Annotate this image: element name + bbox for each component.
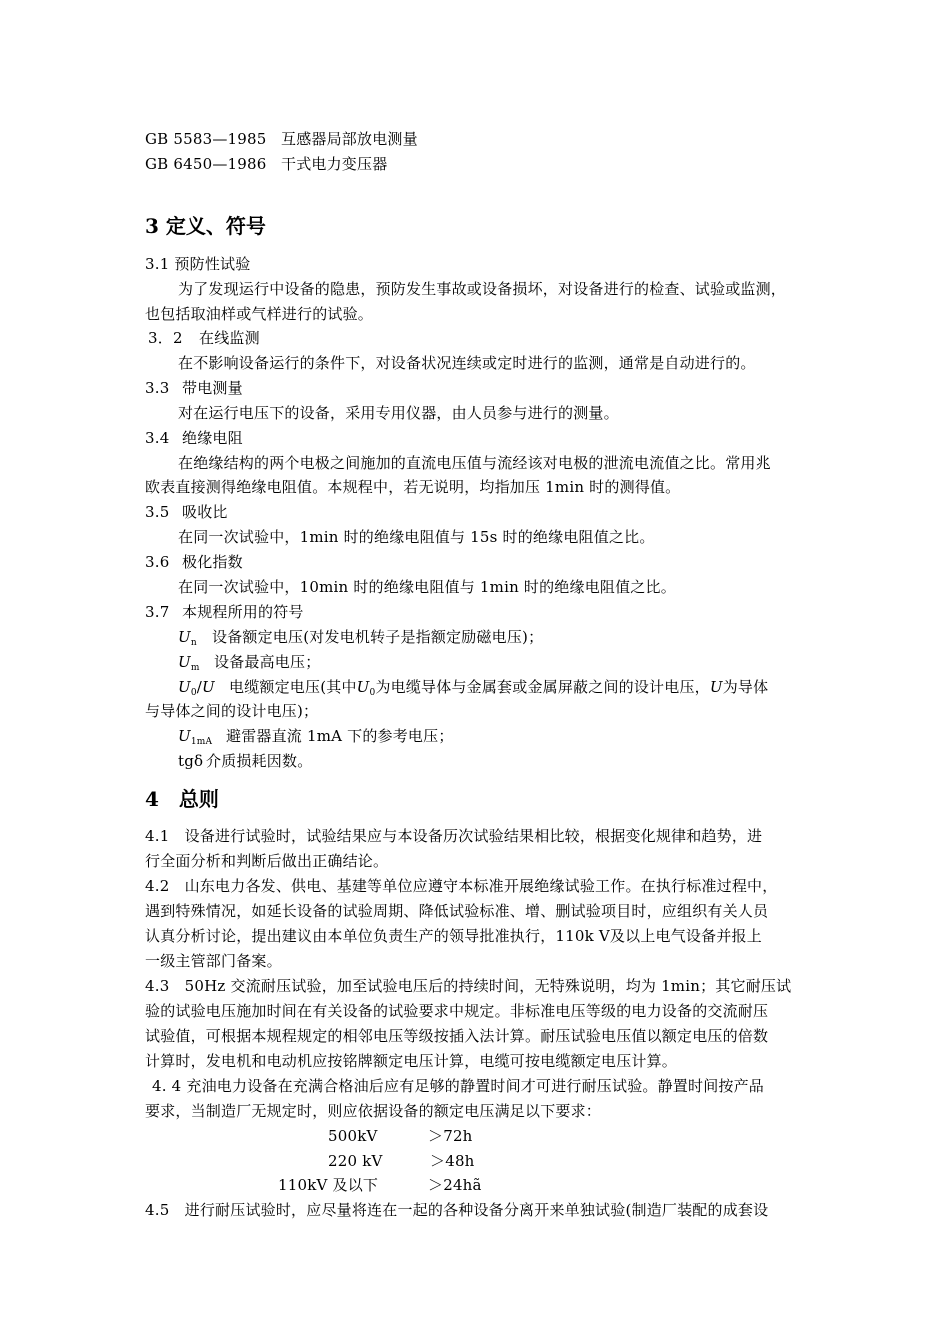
definition-title <box>145 602 304 622</box>
reference-title: 干式电力变压器 <box>281 155 388 173</box>
definition-title <box>145 552 243 572</box>
definition-name: 极化指数 <box>182 553 243 571</box>
symbol-row <box>178 751 312 771</box>
symbol-description: 设备额定电压(对发电机转子是指额定励磁电压)； <box>212 628 544 646</box>
requirement-voltage: 110kV 及以下 <box>278 1176 379 1194</box>
definition-text: 对在运行电压下的设备，采用专用仪器，由人员参与进行的测量。 <box>178 404 619 422</box>
reference-title: 互感器局部放电测量 <box>281 130 418 148</box>
definition-text: 在同一次试验中，10min 时的绝缘电阻值与 1min 时的绝缘电阻值之比。 <box>178 578 676 596</box>
requirement-voltage: 220 kV <box>328 1152 383 1170</box>
definition-name: 吸收比 <box>182 503 228 521</box>
definition-name: 本规程所用的符号 <box>182 603 304 621</box>
definition-title <box>145 502 228 522</box>
definition-text: 也包括取油样或气样进行的试验。 <box>145 305 374 323</box>
definition-name: 在线监测 <box>199 329 260 347</box>
paragraph-line: 认真分析讨论，提出建议由本单位负责生产的领导批准执行，110k Ⅴ及以上电气设备并报上 <box>145 927 762 945</box>
symbol: tgδ <box>178 752 204 770</box>
definition-number: 3.3 <box>145 379 170 397</box>
definition-title: 3.1 预防性试验 <box>145 255 251 273</box>
definition-title <box>148 328 260 348</box>
paragraph-line: 计算时，发电机和电动机应按铭牌额定电压计算，电缆可按电缆额定电压计算。 <box>145 1052 678 1070</box>
paragraph-line: 遇到特殊情况，如延长设备的试验周期、降低试验标准、增、删试验项目时，应组织有关人员 <box>145 902 769 920</box>
symbol: $U_{1mA}$ <box>178 727 213 747</box>
definition-text: 为了发现运行中设备的隐患，预防发生事故或设备损坏，对设备进行的检查、试验或监测， <box>178 280 787 298</box>
definition-text: 在不影响设备运行的条件下，对设备状况连续或定时进行的监测，通常是自动进行的。 <box>178 354 756 372</box>
paragraph-line: 验的试验电压施加时间在有关设备的试验要求中规定。非标准电压等级的电力设备的交流耐压 <box>145 1002 769 1020</box>
paragraph-line: 要求，当制造厂无规定时，则应依据设备的额定电压满足以下要求： <box>145 1102 602 1120</box>
definition-number: 3.7 <box>145 603 170 621</box>
symbol-description: 介质损耗因数。 <box>206 752 313 770</box>
symbol-description: 电缆额定电压(其中$U_0$为电缆导体与金属套或金属屏蔽之间的设计电压，U为导体 <box>229 678 769 698</box>
symbol-description: 避雷器直流 1mA 下的参考电压； <box>226 727 454 745</box>
paragraph-line: 4.3 50Hz 交流耐压试验，加至试验电压后的持续时间，无特殊说明，均为 1min；其它耐压试 <box>145 977 792 995</box>
section-heading: 4 总则 <box>145 787 219 811</box>
requirement-voltage: 500kV <box>328 1127 378 1145</box>
paragraph-line: 试验值，可根据本规程规定的相邻电压等级按插入法计算。耐压试验电压值以额定电压的倍数 <box>145 1027 769 1045</box>
symbol-row <box>178 627 543 653</box>
symbol-description: 设备最高电压； <box>214 653 321 671</box>
requirement-time: ＞24hã <box>428 1176 482 1194</box>
symbol: $U_m$ <box>178 653 200 673</box>
definition-title <box>145 428 243 448</box>
symbol: $U_n$ <box>178 628 197 648</box>
definition-name: 带电测量 <box>182 379 243 397</box>
section-heading: 3 定义、符号 <box>145 214 266 238</box>
requirement-time: ＞48h <box>430 1152 475 1170</box>
paragraph-line: 4.1 设备进行试验时，试验结果应与本设备历次试验结果相比较，根据变化规律和趋势，进 <box>145 827 763 845</box>
reference-code: GB 6450—1986 <box>145 155 267 173</box>
definition-number: 3．2 <box>148 329 183 347</box>
definition-text: 在绝缘结构的两个电极之间施加的直流电压值与流经该对电极的泄流电流值之比。常用兆 <box>178 454 771 472</box>
definition-text: 在同一次试验中，1min 时的绝缘电阻值与 15s 时的绝缘电阻值之比。 <box>178 528 655 546</box>
symbol-description-continued: 与导体之间的设计电压)； <box>145 702 319 720</box>
symbol-row <box>178 677 768 703</box>
definition-number: 3.5 <box>145 503 170 521</box>
requirement-time: ＞72h <box>428 1127 473 1145</box>
reference-code: GB 5583—1985 <box>145 130 267 148</box>
definition-number: 3.6 <box>145 553 170 571</box>
definition-number: 3.4 <box>145 429 170 447</box>
reference-item <box>145 154 387 174</box>
definition-name: 绝缘电阻 <box>182 429 243 447</box>
paragraph-line: 一级主管部门备案。 <box>145 952 282 970</box>
paragraph-line: 4.5 进行耐压试验时，应尽量将连在一起的各种设备分离开来单独试验(制造厂装配的成套设 <box>145 1201 769 1219</box>
paragraph-line: 4.2 山东电力各发、供电、基建等单位应遵守本标准开展绝缘试验工作。在执行标准过程中， <box>145 877 778 895</box>
paragraph-line: 行全面分析和判断后做出正确结论。 <box>145 852 389 870</box>
definition-title <box>145 378 243 398</box>
symbol: $U_0/U$ <box>178 678 215 698</box>
reference-item <box>145 129 418 149</box>
definition-text: 欧表直接测得绝缘电阻值。本规程中，若无说明，均指加压 1min 时的测得值。 <box>145 478 681 496</box>
symbol-row <box>178 652 320 678</box>
paragraph-line: 4. 4 充油电力设备在充满合格油后应有足够的静置时间才可进行耐压试验。静置时间按产品 <box>152 1077 764 1095</box>
symbol-row <box>178 726 454 752</box>
